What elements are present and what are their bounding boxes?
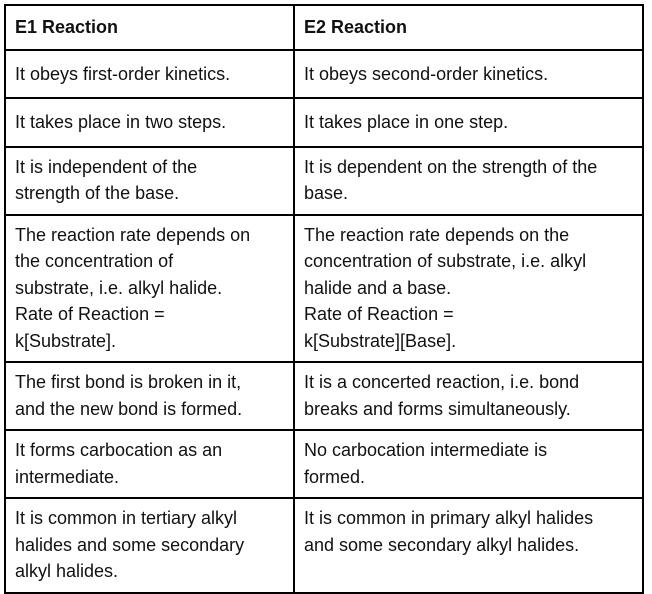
e1-cell: It is independent of the strength of the base.: [5, 147, 294, 215]
e1-cell: It takes place in two steps.: [5, 98, 294, 147]
e1-cell: It forms carbocation as an intermediate.: [5, 430, 294, 498]
header-e2: E2 Reaction: [294, 5, 643, 50]
e1-cell: The first bond is broken in it, and the new bond is formed.: [5, 362, 294, 430]
table-row: [5, 430, 643, 498]
e2-cell: The reaction rate depends on the concentration of substrate, i.e. alkyl halide and a base. Rate of Reaction = k[Substrate][Base].: [294, 215, 643, 363]
table-row: [5, 215, 643, 363]
e2-cell: No carbocation intermediate is formed.: [294, 430, 643, 498]
e1-cell: It is common in tertiary alkyl halides and some secondary alkyl halides.: [5, 498, 294, 593]
e1-cell: The reaction rate depends on the concentration of substrate, i.e. alkyl halide. Rate of Reaction = k[Substrate].: [5, 215, 294, 363]
e2-cell: It takes place in one step.: [294, 98, 643, 147]
table-row: [5, 98, 643, 147]
e2-cell: It is a concerted reaction, i.e. bond breaks and forms simultaneously.: [294, 362, 643, 430]
e2-cell: It is dependent on the strength of the base.: [294, 147, 643, 215]
table-header-row: [5, 5, 643, 50]
e2-cell: It is common in primary alkyl halides and some secondary alkyl halides.: [294, 498, 643, 593]
header-e1: E1 Reaction: [5, 5, 294, 50]
e1-e2-comparison-table: [4, 4, 644, 594]
table-row: [5, 498, 643, 593]
table-row: [5, 362, 643, 430]
e2-cell: It obeys second-order kinetics.: [294, 50, 643, 99]
table-row: [5, 147, 643, 215]
table-row: [5, 50, 643, 99]
e1-cell: It obeys first-order kinetics.: [5, 50, 294, 99]
